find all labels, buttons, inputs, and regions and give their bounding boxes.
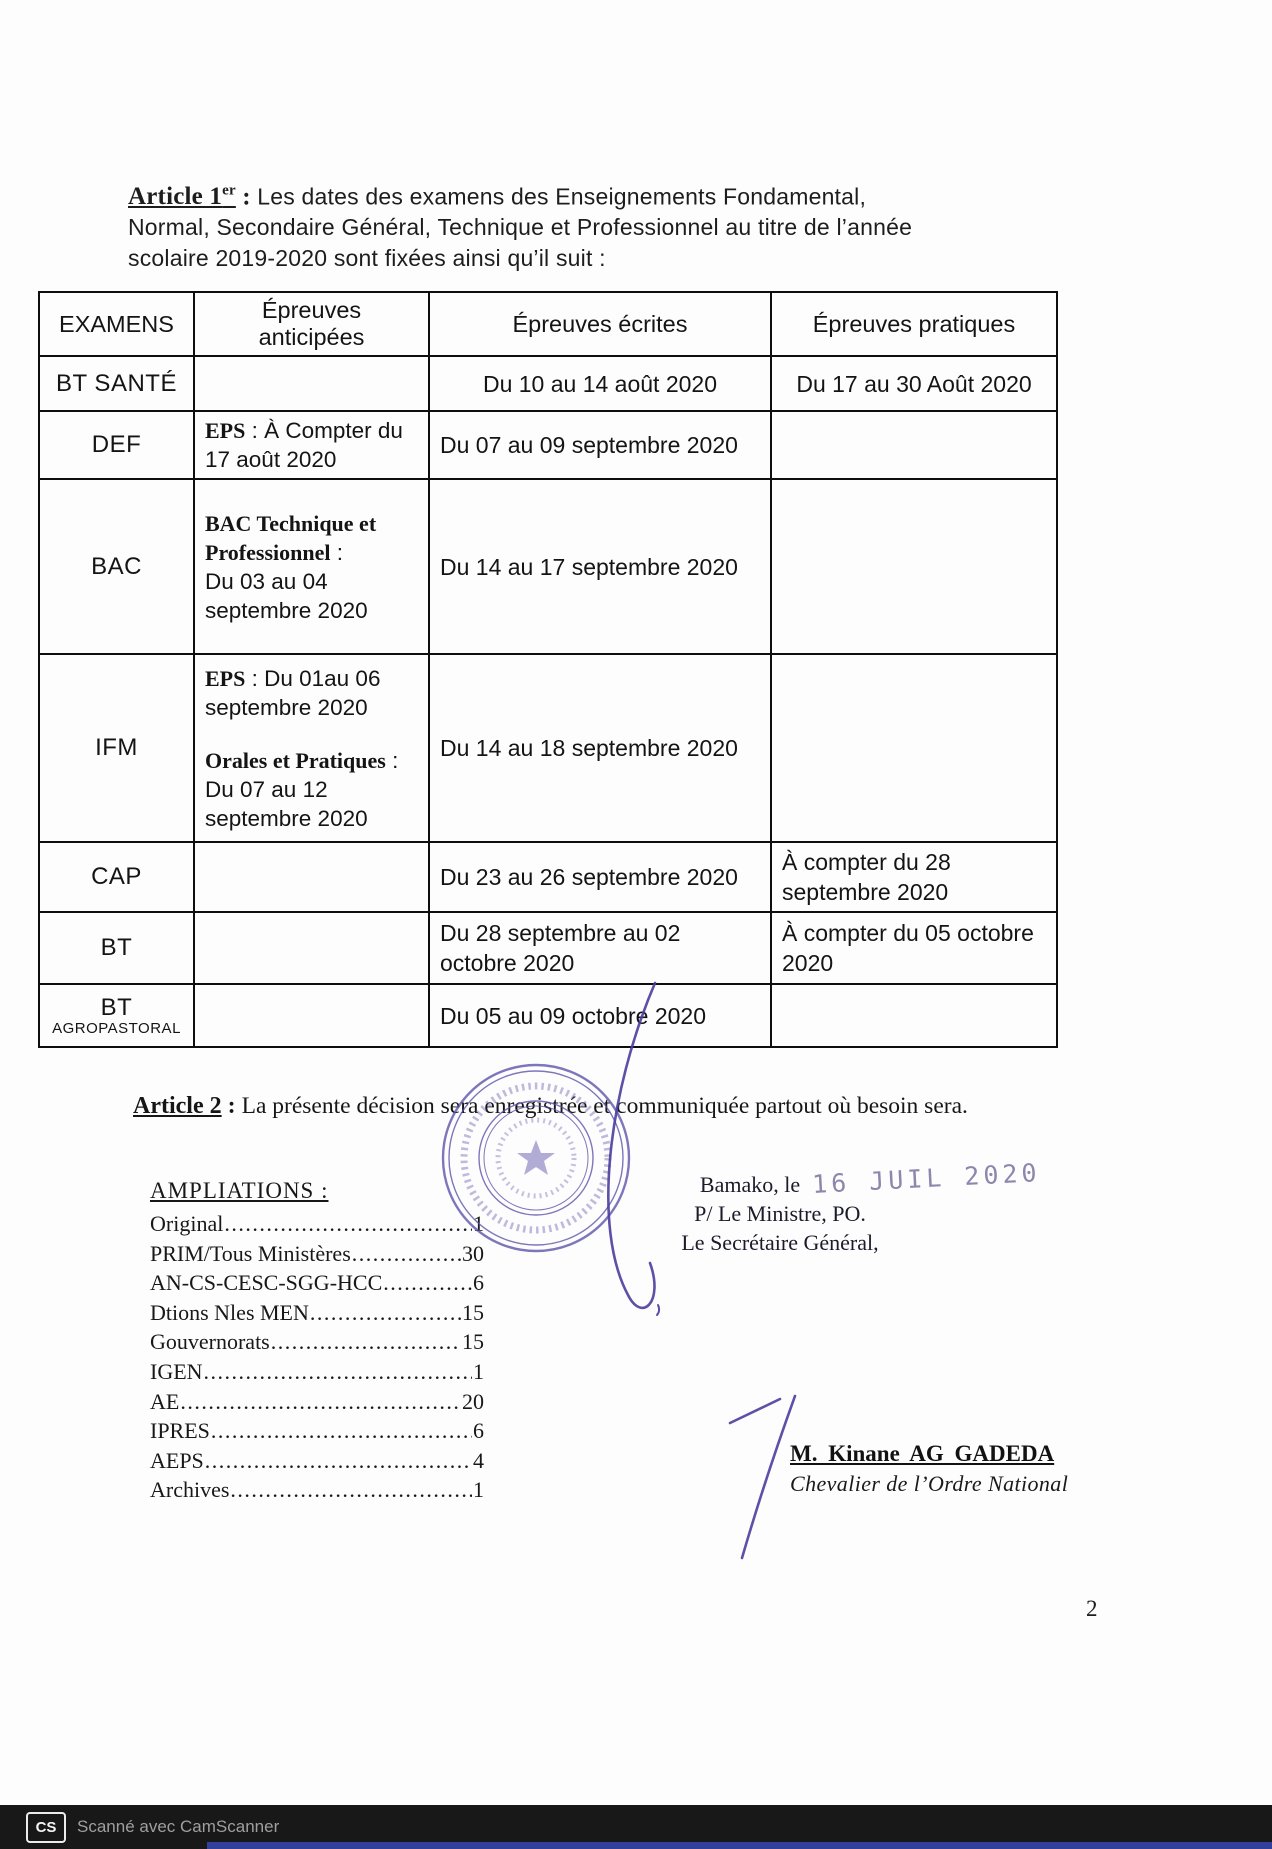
article-2-colon: : xyxy=(221,1092,242,1119)
list-item: PRIM/Tous Ministères ..... 30 xyxy=(150,1241,484,1271)
pratiques-cell: Du 17 au 30 Août 2020 xyxy=(771,356,1057,411)
exam-name-sub: AGROPASTORAL xyxy=(52,1020,181,1037)
signatory-name: M. Kinane AG GADEDA xyxy=(790,1441,1055,1466)
article-1-paragraph xyxy=(128,176,950,274)
article-1-label: Article 1er xyxy=(128,183,236,211)
ecrites-cell: Du 07 au 09 septembre 2020 xyxy=(429,411,771,479)
ampliations-block xyxy=(150,1178,484,1507)
table-row-bt-sante xyxy=(39,356,1057,411)
list-item: AE ..... 20 xyxy=(150,1389,484,1419)
dotted-leader xyxy=(211,1418,472,1444)
table-header-row xyxy=(39,292,1057,356)
article-1-sup: er xyxy=(222,183,236,199)
list-item: Gouvernorats ..... 15 xyxy=(150,1329,484,1359)
header-examens: EXAMENS xyxy=(39,292,194,356)
list-item: AN-CS-CESC-SGG-HCC ..... 6 xyxy=(150,1270,484,1300)
camscanner-attribution: Scanné avec CamScanner xyxy=(77,1817,280,1836)
table-row-ifm xyxy=(39,654,1057,842)
table-row-cap xyxy=(39,842,1057,912)
article-1-text: Les dates des examens des Enseignements Fondamental, Normal, Secondaire Général, Technique et Professionnel au titre de l’année scolaire 2019-2020 sont fixées ainsi qu’il suit : xyxy=(128,183,913,272)
dotted-leader xyxy=(204,1359,472,1385)
list-item: IPRES ..... 6 xyxy=(150,1418,484,1448)
pratiques-cell: À compter du 05 octobre 2020 xyxy=(771,912,1057,984)
date-stamp: 16 JUIL 2020 xyxy=(811,1158,1042,1199)
header-epreuves-pratiques: Épreuves pratiques xyxy=(771,292,1057,356)
list-item: Dtions Nles MEN ..... 15 xyxy=(150,1300,484,1330)
pratiques-cell xyxy=(771,479,1057,654)
table-row-def xyxy=(39,411,1057,479)
ecrites-cell: Du 14 au 18 septembre 2020 xyxy=(429,654,771,842)
exam-name: BT AGROPASTORAL xyxy=(39,984,194,1047)
article-2-label: Article 2 xyxy=(133,1092,222,1119)
camscanner-logo-icon: CS xyxy=(26,1812,66,1843)
anticipees-cell xyxy=(194,356,429,411)
anticipees-cell xyxy=(194,842,429,912)
dotted-leader xyxy=(230,1477,472,1503)
dotted-leader xyxy=(383,1270,472,1296)
table-row-bt-agropastoral xyxy=(39,984,1057,1047)
signature-icon xyxy=(580,953,840,1593)
list-item: AEPS ..... 4 xyxy=(150,1448,484,1478)
signatory-block xyxy=(790,1441,1068,1497)
anticipees-cell xyxy=(194,984,429,1047)
exam-name: BT SANTÉ xyxy=(39,356,194,411)
footer-blue-strip xyxy=(207,1842,1272,1849)
ecrites-cell: Du 10 au 14 août 2020 xyxy=(429,356,771,411)
exam-name: BAC xyxy=(39,479,194,654)
header-epreuves-anticipees: Épreuves anticipées xyxy=(194,292,429,356)
pratiques-cell xyxy=(771,654,1057,842)
list-item: Archives ..... 1 xyxy=(150,1477,484,1507)
exam-name: DEF xyxy=(39,411,194,479)
exam-name: BT xyxy=(39,912,194,984)
ampliations-heading: AMPLIATIONS : xyxy=(150,1178,329,1203)
dotted-leader xyxy=(180,1389,461,1415)
ecrites-cell: Du 28 septembre au 02 octobre 2020 xyxy=(429,912,771,984)
header-epreuves-ecrites: Épreuves écrites xyxy=(429,292,771,356)
pratiques-cell xyxy=(771,411,1057,479)
ecrites-cell: Du 23 au 26 septembre 2020 xyxy=(429,842,771,912)
dotted-leader xyxy=(310,1300,461,1326)
camscanner-footer xyxy=(0,1805,1272,1849)
anticipees-cell xyxy=(194,912,429,984)
table-row-bt xyxy=(39,912,1057,984)
ecrites-cell: Du 05 au 09 octobre 2020 xyxy=(429,984,771,1047)
table-row-bac xyxy=(39,479,1057,654)
pratiques-cell: À compter du 28 septembre 2020 xyxy=(771,842,1057,912)
page-number: 2 xyxy=(1086,1596,1098,1621)
exam-schedule-table xyxy=(38,291,1058,1048)
exam-name: IFM xyxy=(39,654,194,842)
dotted-leader xyxy=(224,1211,472,1237)
signature-place: Bamako, le xyxy=(699,1172,801,1197)
dotted-leader xyxy=(205,1448,472,1474)
article-2-text: La présente décision sera enregistrée et communiquée partout où besoin sera. xyxy=(241,1092,968,1119)
dotted-leader xyxy=(271,1329,461,1355)
anticipees-cell: EPS : À Compter du 17 août 2020 xyxy=(194,411,429,479)
anticipees-cell: BAC Technique et Professionnel : Du 03 au 04 septembre 2020 xyxy=(194,479,429,654)
signatory-title: Chevalier de l’Ordre National xyxy=(790,1471,1069,1496)
list-item: Original ..... 1 xyxy=(150,1211,484,1241)
signature-line2: Le Secrétaire Général, xyxy=(681,1230,879,1255)
ecrites-cell: Du 14 au 17 septembre 2020 xyxy=(429,479,771,654)
signature-line1: P/ Le Ministre, PO. xyxy=(694,1201,866,1226)
anticipees-cell: EPS : Du 01au 06 septembre 2020 Orales et Pratiques : Du 07 au 12 septembre 2020 xyxy=(194,654,429,842)
list-item: IGEN ..... 1 xyxy=(150,1359,484,1389)
article-1-colon: : xyxy=(235,183,258,211)
exam-name: CAP xyxy=(39,842,194,912)
